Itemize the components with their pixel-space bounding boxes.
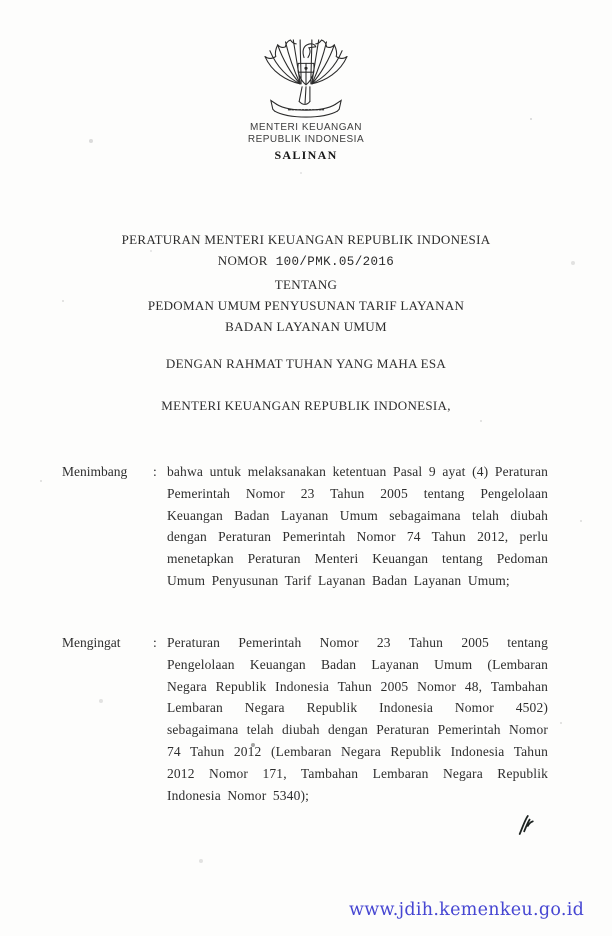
scan-noise [0, 0, 2, 2]
regulation-number-line [0, 250, 612, 273]
subject-line-1: PEDOMAN UMUM PENYUSUNAN TARIF LAYANAN [147, 297, 465, 313]
subject-line-2: BADAN LAYANAN UMUM [225, 319, 387, 335]
paraf-signature-mark [517, 814, 535, 836]
salinan-stamp: SALINAN [274, 148, 338, 162]
clause-mengingat [62, 632, 548, 806]
regulation-title-block [0, 229, 612, 337]
clause-colon: : [153, 635, 157, 650]
tentang-label: TENTANG [274, 276, 338, 292]
ministry-name: MENTERI KEUANGAN [250, 122, 362, 133]
ministry-letterhead [0, 122, 612, 145]
ministry-country: REPUBLIK INDONESIA [247, 133, 365, 145]
clause-text: Peraturan Pemerintah Nomor 23 Tahun 2005 tentang Pengelolaan Keuangan Badan Layanan Umum (Lembaran Negara Republik Indonesia Tahun 2005 Nomor 48, Tambahan Lembaran Negara Republik Indonesia Nomor 4502) sebagaimana telah diubah dengan Peraturan Pemerintah Nomor 74 Tahun 2012 (Lembaran Negara Republik Indonesia Tahun 2012 Nomor 171, Tambahan Lembaran Negara Republik Indonesia Nomor 5340); [167, 635, 548, 803]
clause-label: Menimbang [62, 464, 128, 479]
regulation-title: PERATURAN MENTERI KEUANGAN REPUBLIK INDONESIA [121, 232, 491, 247]
invocation-line: DENGAN RAHMAT TUHAN YANG MAHA ESA [165, 356, 447, 371]
clause-label: Mengingat [62, 635, 121, 650]
garuda-pancasila-emblem [258, 38, 354, 120]
nomor-prefix: NOMOR [217, 253, 268, 269]
clause-colon: : [153, 464, 157, 479]
jdih-watermark-link[interactable]: www.jdih.kemenkeu.go.id [349, 900, 585, 920]
authority-line: MENTERI KEUANGAN REPUBLIK INDONESIA, [161, 398, 451, 413]
clause-menimbang [62, 461, 548, 592]
nomor-value: 100/PMK.05/2016 [275, 255, 395, 270]
clause-text: bahwa untuk melaksanakan ketentuan Pasal 9 ayat (4) Peraturan Pemerintah Nomor 23 Tahun 2005 tentang Pengelolaan Keuangan Badan Layanan Umum sebagaimana telah diubah dengan Peraturan Pemerintah Nomor 74 Tahun 2012, perlu menetapkan Peraturan Menteri Keuangan tentang Pedoman Umum Penyusunan Tarif Layanan Badan Layanan Umum; [167, 464, 548, 588]
